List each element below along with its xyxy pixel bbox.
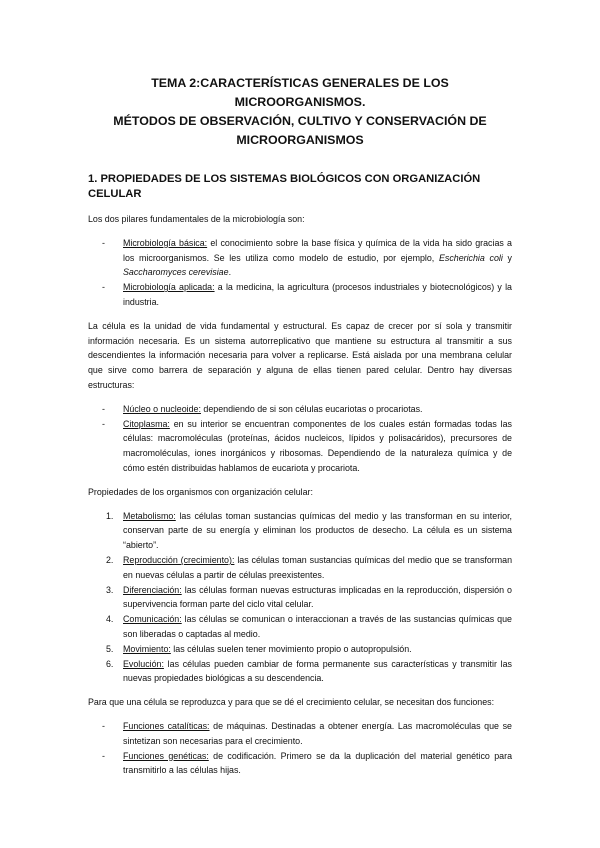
term-comunicacion: Comunicación: (123, 614, 182, 625)
term-diferenciacion: Diferenciación: (123, 584, 182, 595)
list-item (88, 417, 512, 476)
list-item (88, 509, 512, 553)
dash-marker: - (102, 750, 105, 761)
term-funciones-geneticas: Funciones genéticas: (123, 750, 209, 761)
item-text: las células toman sustancias químicas del medio que se transforman en nuevas células a partir de células preexistentes. (123, 554, 512, 580)
list-item (88, 642, 512, 657)
term-citoplasma: Citoplasma: (123, 418, 170, 429)
number-marker: 3. (106, 584, 114, 595)
dash-marker: - (102, 282, 105, 293)
section-heading: 1. PROPIEDADES DE LOS SISTEMAS BIOLÓGICOS CON ORGANIZACIÓN CELULAR (88, 173, 481, 200)
pillars-list (88, 236, 512, 310)
item-text: a la medicina, la agricultura (procesos industriales y biotecnológicos) y la industria. (123, 282, 512, 307)
properties-list (88, 509, 512, 687)
term-movimiento: Movimiento: (123, 643, 171, 654)
term-microbiologia-aplicada: Microbiología aplicada: (123, 282, 215, 293)
term-microbiologia-basica: Microbiología básica: (123, 237, 208, 248)
list-item (88, 612, 512, 642)
term-funciones-cataliticas: Funciones catalíticas: (123, 720, 210, 731)
properties-intro: Propiedades de los organismos con organización celular: (88, 486, 313, 497)
item-end: . (228, 267, 232, 278)
structures-list (88, 402, 512, 476)
dash-marker: - (102, 720, 105, 731)
list-item (88, 749, 512, 779)
dash-marker: - (102, 403, 105, 414)
item-text: las células suelen tener movimiento propio o autopropulsión. (170, 643, 412, 654)
item-text: las células forman nuevas estructuras implicadas en la reproducción, dispersión o supervivencia forman parte del ciclo vital celular. (123, 584, 512, 610)
item-text: de codificación. Primero se da la duplicación del material genético para transmitirlo a las células hijas. (123, 750, 513, 776)
cell-paragraph: La célula es la unidad de vida fundamental y estructural. Es capaz de crecer por sí sola y transmitir información necesaria. Es un sistema autorreplicativo que mantiene su estructura al transmitir a sus descendientes la información necesaria para volver a replicarse. Está aislada por una membrana celular que sirve como barrera de separación y alguna de ellas tienen pared celular. Dentro hay diversas estructuras: (88, 320, 512, 390)
example-species: Escherichia coli (438, 252, 503, 263)
item-text: las células se comunican o interaccionan a través de las sustancias químicas que son liberadas o captadas al medio. (123, 614, 512, 639)
list-item (88, 657, 512, 687)
list-item (88, 553, 512, 583)
list-item (88, 402, 512, 417)
number-marker: 1. (106, 510, 114, 521)
number-marker: 5. (106, 643, 114, 654)
item-text: de máquinas. Destinadas a obtener energía. Las macromoléculas que se sintetizan son necesarias para el crecimiento. (123, 720, 512, 746)
pillars-intro: Los dos pilares fundamentales de la microbiología son: (88, 214, 305, 224)
page-title (88, 74, 512, 150)
term-nucleo: Núcleo o nucleoide: (123, 403, 201, 414)
item-text: las células toman sustancias químicas del medio y las transforman en su interior, conservan parte de su energía y eliminan los productos de desecho. La célula es un sistema “abierto”. (123, 510, 512, 551)
functions-intro: Para que una célula se reproduzca y para que se dé el crecimiento celular, se necesitan dos funciones: (88, 697, 495, 708)
term-metabolismo: Metabolismo: (123, 510, 176, 521)
term-evolucion: Evolución: (123, 658, 164, 669)
list-item (88, 719, 512, 749)
title-line-1: TEMA 2:CARACTERÍSTICAS GENERALES DE LOS MICROORGANISMOS. (151, 76, 449, 109)
title-line-2: MÉTODOS DE OBSERVACIÓN, CULTIVO Y CONSERVACIÓN DE (113, 114, 487, 128)
number-marker: 4. (106, 614, 114, 625)
title-line-3: MICROORGANISMOS (236, 133, 364, 147)
number-marker: 6. (106, 658, 114, 669)
item-text: las células pueden cambiar de forma permanente sus características y transmitir las nuevas propiedades biológicas a su descendencia. (123, 658, 512, 684)
list-item (88, 583, 512, 613)
functions-list (88, 719, 512, 778)
item-text: el conocimiento sobre la base física y química de la vida ha sido gracias a los microorganismos. Se les utiliza como modelo de estudio, por ejemplo, (123, 237, 512, 263)
item-text: en su interior se encuentran componentes de los cuales están formadas todas las células: macromoléculas (proteínas, ácidos nucleicos, lípidos y polisacáridos), precursores de macromoléculas, iones inorgánicos y ribosomas. Dependiendo de la naturaleza química y de cómo estén distribuidas hablamos de eucariota y procariota. (123, 418, 512, 473)
number-marker: 2. (106, 554, 114, 565)
list-item (88, 236, 512, 280)
dash-marker: - (102, 418, 105, 429)
conjunction: y (502, 252, 512, 263)
item-text: dependiendo de si son células eucariotas o procariotas. (200, 403, 423, 414)
term-reproduccion: Reproducción (crecimiento): (123, 554, 235, 565)
example-species: Saccharomyces cerevisiae (123, 267, 229, 278)
dash-marker: - (102, 237, 105, 248)
list-item (88, 280, 512, 310)
